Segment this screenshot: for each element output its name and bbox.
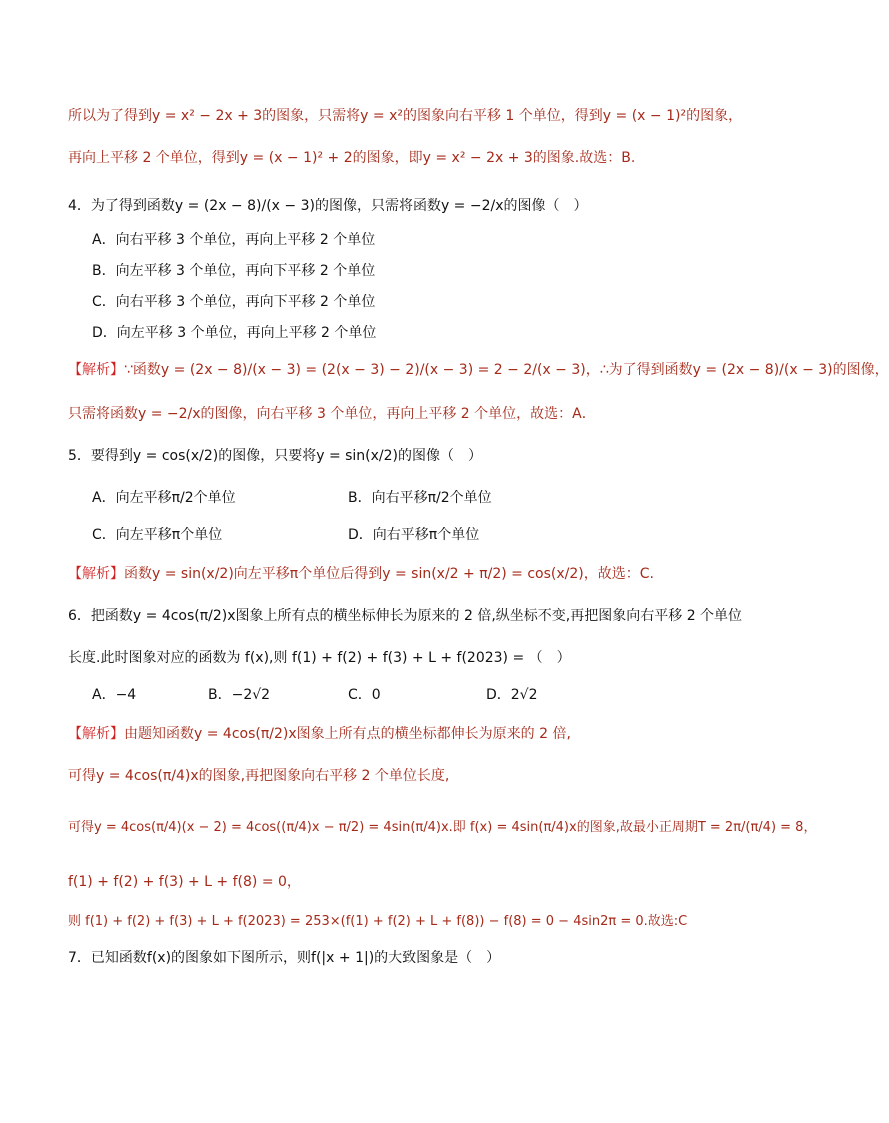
analysis-tag: 【解析】 [68,566,124,582]
q4-option-a: A．向右平移 3 个单位，再向上平移 2 个单位 [92,232,376,248]
q4-analysis-line-1 [68,360,889,380]
q5-option-b: B．向右平移π/2个单位 [348,490,492,506]
q6-option-d: D．2√2 [486,687,538,703]
q5-analysis [68,564,654,584]
question-7: 7．已知函数f(x)的图象如下图所示，则f(|x + 1|)的大致图象是（ ） [68,950,501,966]
question-4: 4．为了得到函数y = (2x − 8)/(x − 3)的图像，只需将函数y = −2/x的图像（ ） [68,198,588,214]
q5-option-d: D．向右平移π个单位 [348,527,480,543]
q6-analysis-line-2: 可得y = 4cos(π/4)x的图象,再把图象向右平移 2 个单位长度, [68,768,450,784]
q5-option-c: C．向左平移π个单位 [92,527,223,543]
q6-analysis-line-1 [68,724,571,744]
question-6-line-1: 6．把函数y = 4cos(π/2)x图象上所有点的横坐标伸长为原来的 2 倍,纵坐标不变,再把图象向右平移 2 个单位 [68,608,743,624]
solution-line-2: 再向上平移 2 个单位，得到y = (x − 1)² + 2的图象，即y = x² − 2x + 3的图象.故选：B. [68,150,636,166]
question-6-line-2: 长度.此时图象对应的函数为 f(x),则 f(1) + f(2) + f(3) + L + f(2023) = （ ） [68,650,571,666]
solution-line-1: 所以为了得到y = x² − 2x + 3的图象，只需将y = x²的图象向右平移 1 个单位，得到y = (x − 1)²的图象， [68,108,743,124]
analysis-text: 函数y = sin(x/2)向左平移π个单位后得到y = sin(x/2 + π/2) = cos(x/2)，故选：C. [124,566,654,582]
question-5: 5．要得到y = cos(x/2)的图像，只要将y = sin(x/2)的图像（ ） [68,448,483,464]
q4-option-b: B．向左平移 3 个单位，再向下平移 2 个单位 [92,263,376,279]
q6-option-a: A．−4 [92,687,137,703]
q6-option-c: C．0 [348,687,381,703]
q6-analysis-line-3: 可得y = 4cos(π/4)(x − 2) = 4cos((π/4)x − π/2) = 4sin(π/4)x.即 f(x) = 4sin(π/4)x的图象,故最小正周期T = 2π/(π/4) = 8， [68,820,817,835]
analysis-text: ∵函数y = (2x − 8)/(x − 3) = (2(x − 3) − 2)/(x − 3) = 2 − 2/(x − 3)，∴为了得到函数y = (2x − 8)/(x − 3)的图像， [124,362,889,378]
analysis-text: 由题知函数y = 4cos(π/2)x图象上所有点的横坐标都伸长为原来的 2 倍, [124,726,571,742]
q6-option-b: B．−2√2 [208,687,271,703]
analysis-tag: 【解析】 [68,726,124,742]
analysis-tag: 【解析】 [68,362,124,378]
q4-analysis-line-2: 只需将函数y = −2/x的图像，向右平移 3 个单位，再向上平移 2 个单位，故选：A． [68,406,596,422]
q5-option-a: A．向左平移π/2个单位 [92,490,236,506]
q6-analysis-line-5: 则 f(1) + f(2) + f(3) + L + f(2023) = 253×(f(1) + f(2) + L + f(8)) − f(8) = 0 − 4sin2π = 0.故选:C [68,914,688,929]
q4-option-c: C．向右平移 3 个单位，再向下平移 2 个单位 [92,294,376,310]
q6-analysis-line-4: f(1) + f(2) + f(3) + L + f(8) = 0， [68,874,301,890]
q4-option-d: D．向左平移 3 个单位，再向上平移 2 个单位 [92,325,377,341]
